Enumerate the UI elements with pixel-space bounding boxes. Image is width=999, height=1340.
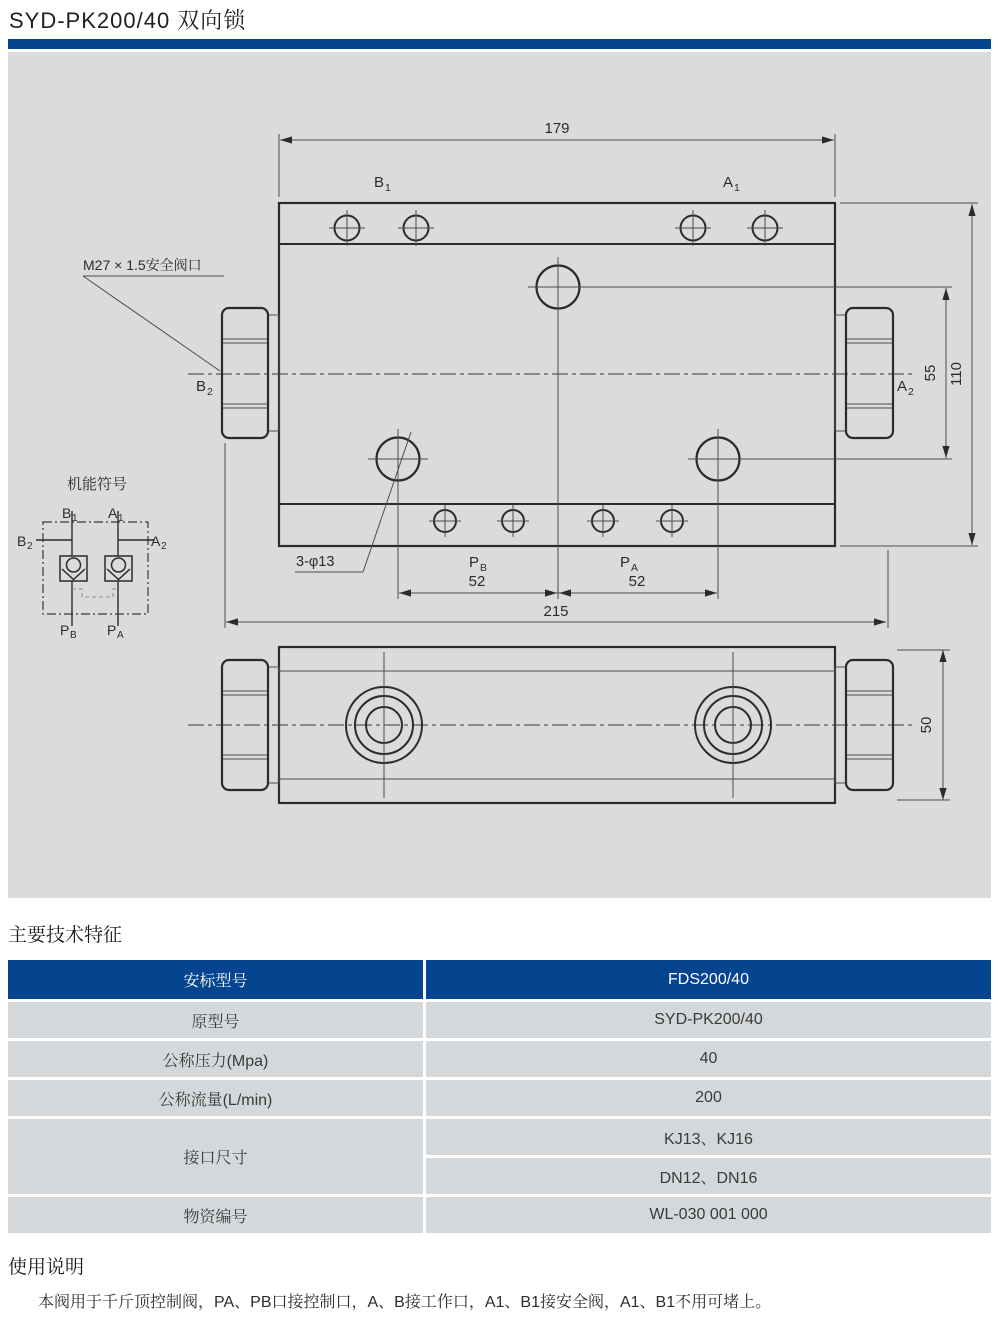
port-a2-sub: 2 (908, 386, 914, 398)
sym-a2-sub: 2 (161, 541, 167, 552)
table-header-row (8, 960, 991, 999)
sym-b1-label: B (62, 505, 72, 521)
function-symbol-labels (17, 505, 167, 641)
usage-text: 本阀用于千斤顶控制阀，PA、PB口接控制口，A、B接工作口，A1、B1接安全阀，A1、B1不用可堵上。 (38, 1294, 772, 1311)
row-label: 公称流量(L/min) (8, 1080, 423, 1116)
accent-bar (8, 39, 991, 49)
row-value: 200 (426, 1080, 991, 1116)
dim-side-height-label: 50 (918, 716, 935, 734)
port-b1-label: B (374, 174, 385, 191)
function-symbol-title: 机能符号 (67, 476, 128, 493)
page-title: SYD-PK200/40 双向锁 (9, 8, 247, 33)
hex-nut-a2 (835, 308, 893, 438)
sym-a2-label: A (151, 533, 161, 549)
dim-hole-spacing-left-label: 52 (468, 573, 486, 590)
sym-a1-sub: 1 (118, 513, 124, 524)
port-pb-sub: B (480, 562, 488, 574)
header-value-cell: FDS200/40 (426, 960, 991, 999)
specs-section (8, 920, 991, 1233)
side-view (188, 647, 950, 803)
table-row (8, 1041, 991, 1077)
sym-pb-sub: B (70, 630, 77, 641)
port-b1-sub: 1 (385, 182, 391, 194)
sym-b2-label: B (17, 533, 27, 549)
row-label: 物资编号 (8, 1197, 423, 1233)
port-b2-sub: 2 (207, 386, 213, 398)
row-label: 原型号 (8, 1002, 423, 1038)
port-a2-label: A (897, 378, 908, 395)
dim-overall-length-label: 215 (543, 603, 569, 620)
mounting-holes-top (329, 210, 783, 246)
row-value-bottom: DN12、DN16 (426, 1158, 991, 1194)
sym-pa-label: P (107, 622, 117, 638)
sym-a1-label: A (108, 505, 118, 521)
port-pa-sub: A (631, 562, 639, 574)
table-row (8, 1197, 991, 1233)
holes-note-label: 3-φ13 (296, 554, 335, 570)
specs-table (8, 960, 991, 1233)
m27-note-label: M27 × 1.5安全阀口 (83, 257, 202, 273)
technical-drawing (8, 52, 991, 898)
hex-nut-b2 (222, 308, 279, 438)
port-b2-label: B (196, 378, 207, 395)
port-pb-label: P (469, 554, 480, 571)
sym-pb-label: P (60, 622, 70, 638)
pilot-lines (72, 589, 118, 597)
dim-side-height (897, 650, 950, 800)
phi13-holes (368, 257, 744, 484)
row-label: 接口尺寸 (8, 1119, 423, 1194)
holes-note (295, 432, 411, 572)
dim-overall-length (225, 443, 888, 628)
port-pa-label: P (620, 554, 631, 571)
m27-note (83, 257, 224, 371)
table-row (8, 1080, 991, 1116)
dim-port-spacing (584, 287, 952, 459)
dim-body-width (279, 120, 835, 197)
sym-pa-sub: A (117, 630, 124, 641)
function-symbol (17, 476, 167, 641)
table-row-merged (8, 1119, 991, 1194)
header-label-cell: 安标型号 (8, 960, 423, 999)
row-label: 公称压力(Mpa) (8, 1041, 423, 1077)
table-row (8, 1002, 991, 1038)
dim-body-width-label: 179 (544, 120, 570, 137)
sym-b2-sub: 2 (27, 541, 33, 552)
port-a1-sub: 1 (734, 182, 740, 194)
dim-body-height-label: 110 (948, 362, 965, 386)
port-a1-label: A (723, 174, 734, 191)
drawing-panel (8, 52, 991, 898)
specs-section-title: 主要技术特征 (8, 925, 123, 946)
top-view (83, 120, 978, 628)
row-value: WL-030 001 000 (426, 1197, 991, 1233)
dim-port-spacing-label: 55 (922, 364, 939, 382)
sym-b1-sub: 1 (72, 513, 78, 524)
row-value: 40 (426, 1041, 991, 1077)
dim-hole-spacing-right-label: 52 (628, 573, 646, 590)
dim-hole-spacing (398, 312, 718, 599)
row-value: SYD-PK200/40 (426, 1002, 991, 1038)
usage-section-title: 使用说明 (8, 1257, 85, 1278)
row-value-top: KJ13、KJ16 (426, 1119, 991, 1155)
